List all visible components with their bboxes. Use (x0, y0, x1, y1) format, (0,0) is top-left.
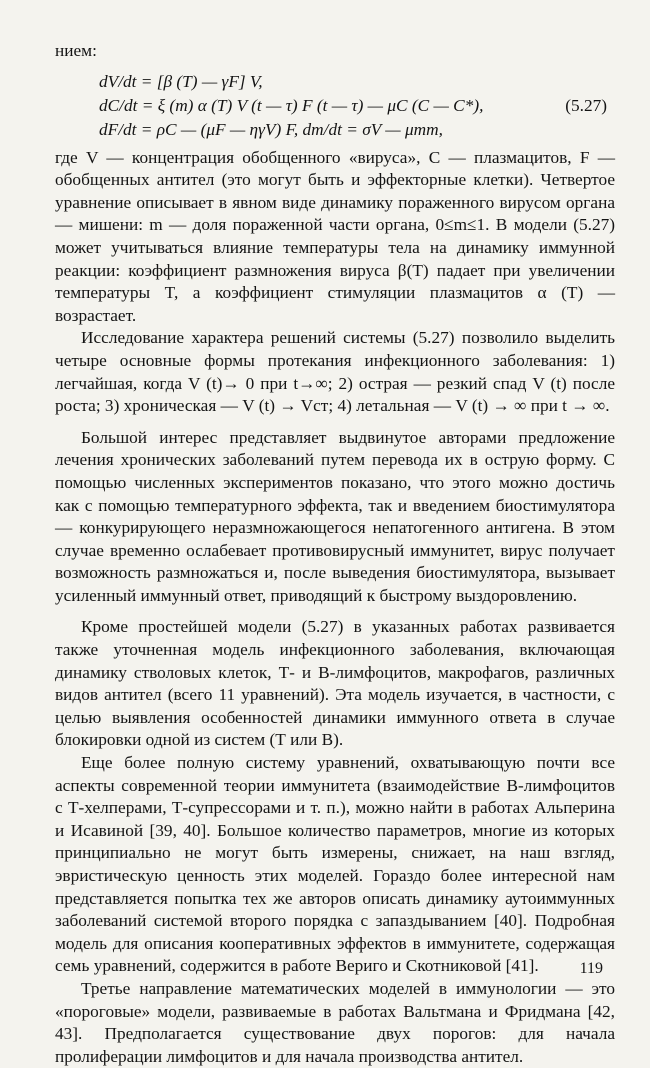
equation-number: (5.27) (565, 95, 607, 115)
intro-text: нием: (55, 41, 97, 60)
paragraph: Третье направление математических моделей в иммунологии — это «пороговые» модели, развиваемые в работах Вальтмана и Фридмана [42, 43]. Предполагается существование двух порогов: для начала пролиферации лимфоцитов и для начала производства антител. (55, 978, 615, 1066)
equation-3: dF/dt = ρC — (μF — ηγV) F, dm/dt = σV — μmm, (99, 119, 443, 139)
equation-2: dC/dt = ξ (m) α (T) V (t — τ) F (t — τ) — μC (C — C*), (99, 95, 484, 115)
paragraph: Кроме простейшей модели (5.27) в указанных работах развивается также уточненная модель инфекционного заболевания, включающая динамику стволовых клеток, Т- и В-лимфоцитов, макрофагов, различных видов антител (всего 11 уравнений). Эта модель изучается, в частности, с целью выявления особенностей динамики иммунного ответа в случае блокировки одной из систем (Т или В). (55, 617, 615, 750)
page-body (55, 40, 615, 1068)
paragraph: Еще более полную систему уравнений, охватывающую почти все аспекты современной теории иммунитета (взаимодействие В-лимфоцитов с Т-хелперами, Т-супрессорами и т. п.), можно найти в работах Альперина и Исавиной [39, 40]. Большое количество параметров, многие из которых принципиально не могут быть измерены, снижает, на наш взгляд, эвристическую ценность этих моделей. Гораздо более интересной нам представляется попытка тех же авторов описать динамику аутоиммунных заболеваний системой второго порядка с запаздыванием [40]. Подробная модель для описания кооперативных эффектов в иммунитете, содержащая семь уравнений, содержится в работе Вериго и Скотниковой [41]. (55, 753, 615, 976)
paragraph: где V — концентрация обобщенного «вируса», C — плазмацитов, F — обобщенных антител (это могут быть и эффекторные клетки). Четвертое уравнение описывает в явном виде динамику пораженного вирусом органа — мишени: m — доля пораженной части органа, 0≤m≤1. В модели (5.27) может учитываться влияние температуры тела на динамику иммунной реакции: коэффициент размножения вируса β(T) падает при увеличении температуры T, а коэффициент стимуляции плазмацитов α (T) — возрастает. (55, 147, 615, 325)
page-number: 119 (579, 960, 603, 977)
equation-system (55, 70, 615, 145)
paragraph: Исследование характера решений системы (5.27) позволило выделить четыре основные формы протекания инфекционного заболевания: 1) легчайшая, когда V (t)→ 0 при t→∞; 2) острая — резкий спад V (t) после роста; 3) хроническая — V (t) → Vст; 4) летальная — V (t) → ∞ при t → ∞. (55, 328, 615, 416)
equation-1: dV/dt = [β (T) — γF] V, (99, 71, 263, 91)
paragraph: Большой интерес представляет выдвинутое авторами предложение лечения хронических заболеваний путем перевода их в острую форму. С помощью численных экспериментов показано, что этого можно достичь как с помощью температурного эффекта, так и введением биостимулятора — конкурирующего неразмножающегося непатогенного антигена. В этом случае временно ослабевает противовирусный иммунитет, вирус получает возможность размножаться и, после выведения биостимулятора, вызывает усиленный иммунный ответ, приводящий к быстрому выздоровлению. (55, 427, 615, 605)
